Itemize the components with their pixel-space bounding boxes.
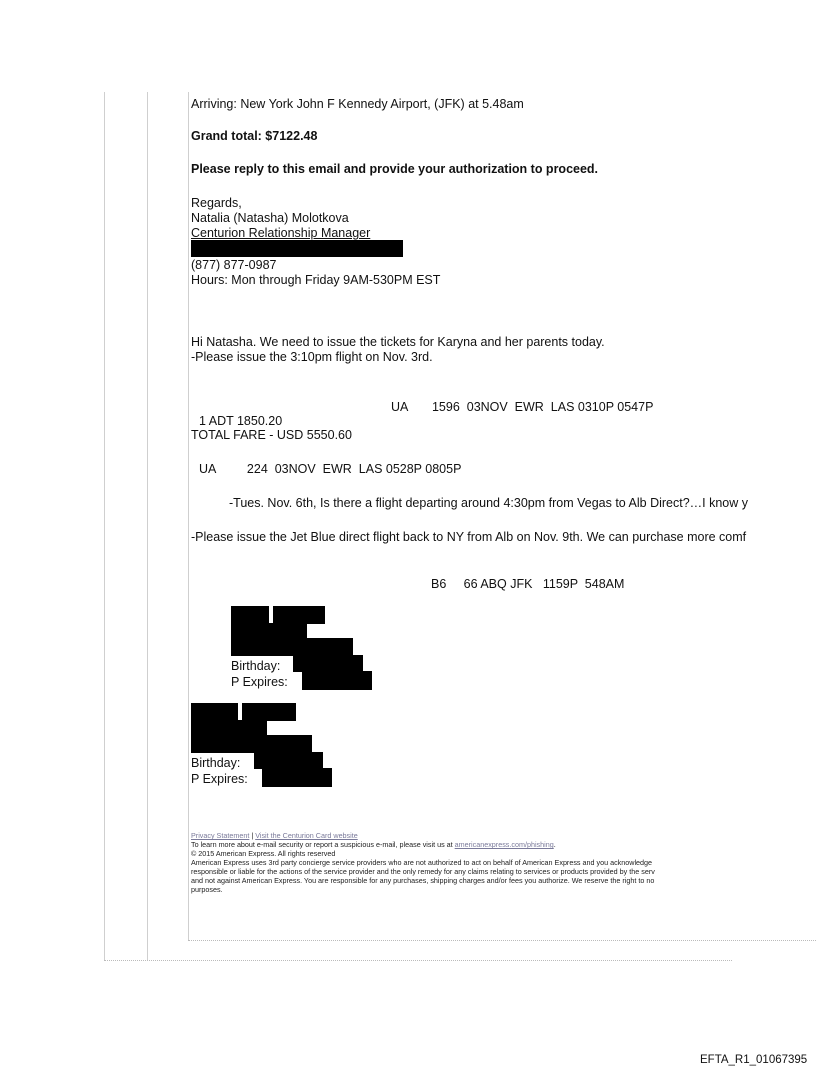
frame-line-bottom-inner [188, 940, 816, 941]
disclaimer-line-3: and not against American Express. You are responsible for any purchases, shipping charges and/or fees you authorize. We reserve the right to no [191, 876, 655, 885]
footer-separator: | [249, 831, 256, 840]
frame-line-left-outer [104, 92, 105, 960]
privacy-statement-link[interactable]: Privacy Statement [191, 831, 250, 840]
redaction-block [191, 240, 403, 257]
passenger-1-expires-label: P Expires: [231, 675, 288, 689]
reply-item-3: -Please issue the Jet Blue direct flight back to NY from Alb on Nov. 9th. We can purchase more comf [191, 530, 747, 544]
frame-line-bottom-outer [104, 960, 732, 961]
reply-item-2: -Tues. Nov. 6th, Is there a flight departing around 4:30pm from Vegas to Alb Direct?…I know y [229, 496, 749, 510]
centurion-website-link[interactable]: Visit the Centurion Card website [255, 831, 358, 840]
fare-adt: 1 ADT 1850.20 [199, 414, 283, 428]
redaction-block [293, 655, 363, 672]
redaction-block [231, 638, 353, 656]
grand-total: Grand total: $7122.48 [191, 129, 318, 143]
redaction-block [302, 671, 372, 690]
copyright: © 2015 American Express. All rights reserved [191, 849, 336, 858]
passenger-1-birthday-label: Birthday: [231, 659, 281, 673]
redaction-block [242, 703, 296, 721]
disclaimer-line-2: responsible or liable for the actions of the service provider and the only remedy for any claims relating to services or products provided by the serv [191, 867, 655, 876]
security-text: To learn more about e-mail security or report a suspicious e-mail, please visit us at [191, 840, 455, 849]
passenger-2-expires-label: P Expires: [191, 772, 248, 786]
total-fare: TOTAL FARE - USD 5550.60 [191, 428, 352, 442]
passenger-2-birthday-label: Birthday: [191, 756, 241, 770]
signature-regards: Regards, [191, 196, 242, 210]
redaction-block [262, 768, 332, 787]
document-id: EFTA_R1_01067395 [700, 1054, 808, 1066]
signature-hours: Hours: Mon through Friday 9AM-530PM EST [191, 273, 441, 287]
signature-phone: (877) 877-0987 [191, 258, 277, 272]
redaction-block [273, 606, 325, 624]
disclaimer-line-4: purposes. [191, 885, 223, 894]
signature-title: Centurion Relationship Manager [191, 226, 371, 240]
flight-line-3: B6 66 ABQ JFK 1159P 548AM [431, 577, 625, 591]
redaction-block [191, 720, 267, 736]
frame-line-content [188, 92, 189, 940]
redaction-block [231, 606, 269, 624]
reply-greeting: Hi Natasha. We need to issue the tickets for Karyna and her parents today. [191, 335, 605, 349]
reply-request: Please reply to this email and provide your authorization to proceed. [191, 162, 599, 176]
arrival-line: Arriving: New York John F Kennedy Airport, (JFK) at 5.48am [191, 97, 524, 111]
disclaimer-line-1: American Express uses 3rd party concierge service providers who are not authorized to act on behalf of American Express and you acknowledge [191, 858, 653, 867]
security-text-end: . [553, 840, 556, 849]
flight-line-1: UA 1596 03NOV EWR LAS 0310P 0547P [391, 400, 654, 414]
redaction-block [231, 623, 307, 639]
redaction-block [191, 735, 312, 753]
frame-line-left-inner [147, 92, 148, 960]
redaction-block [191, 703, 238, 721]
signature-name: Natalia (Natasha) Molotkova [191, 211, 349, 225]
flight-line-2: UA 224 03NOV EWR LAS 0528P 0805P [199, 462, 462, 476]
redaction-block [254, 752, 323, 769]
reply-item-1: -Please issue the 3:10pm flight on Nov. 3rd. [191, 350, 433, 364]
phishing-link[interactable]: americanexpress.com/phishing [454, 840, 554, 849]
